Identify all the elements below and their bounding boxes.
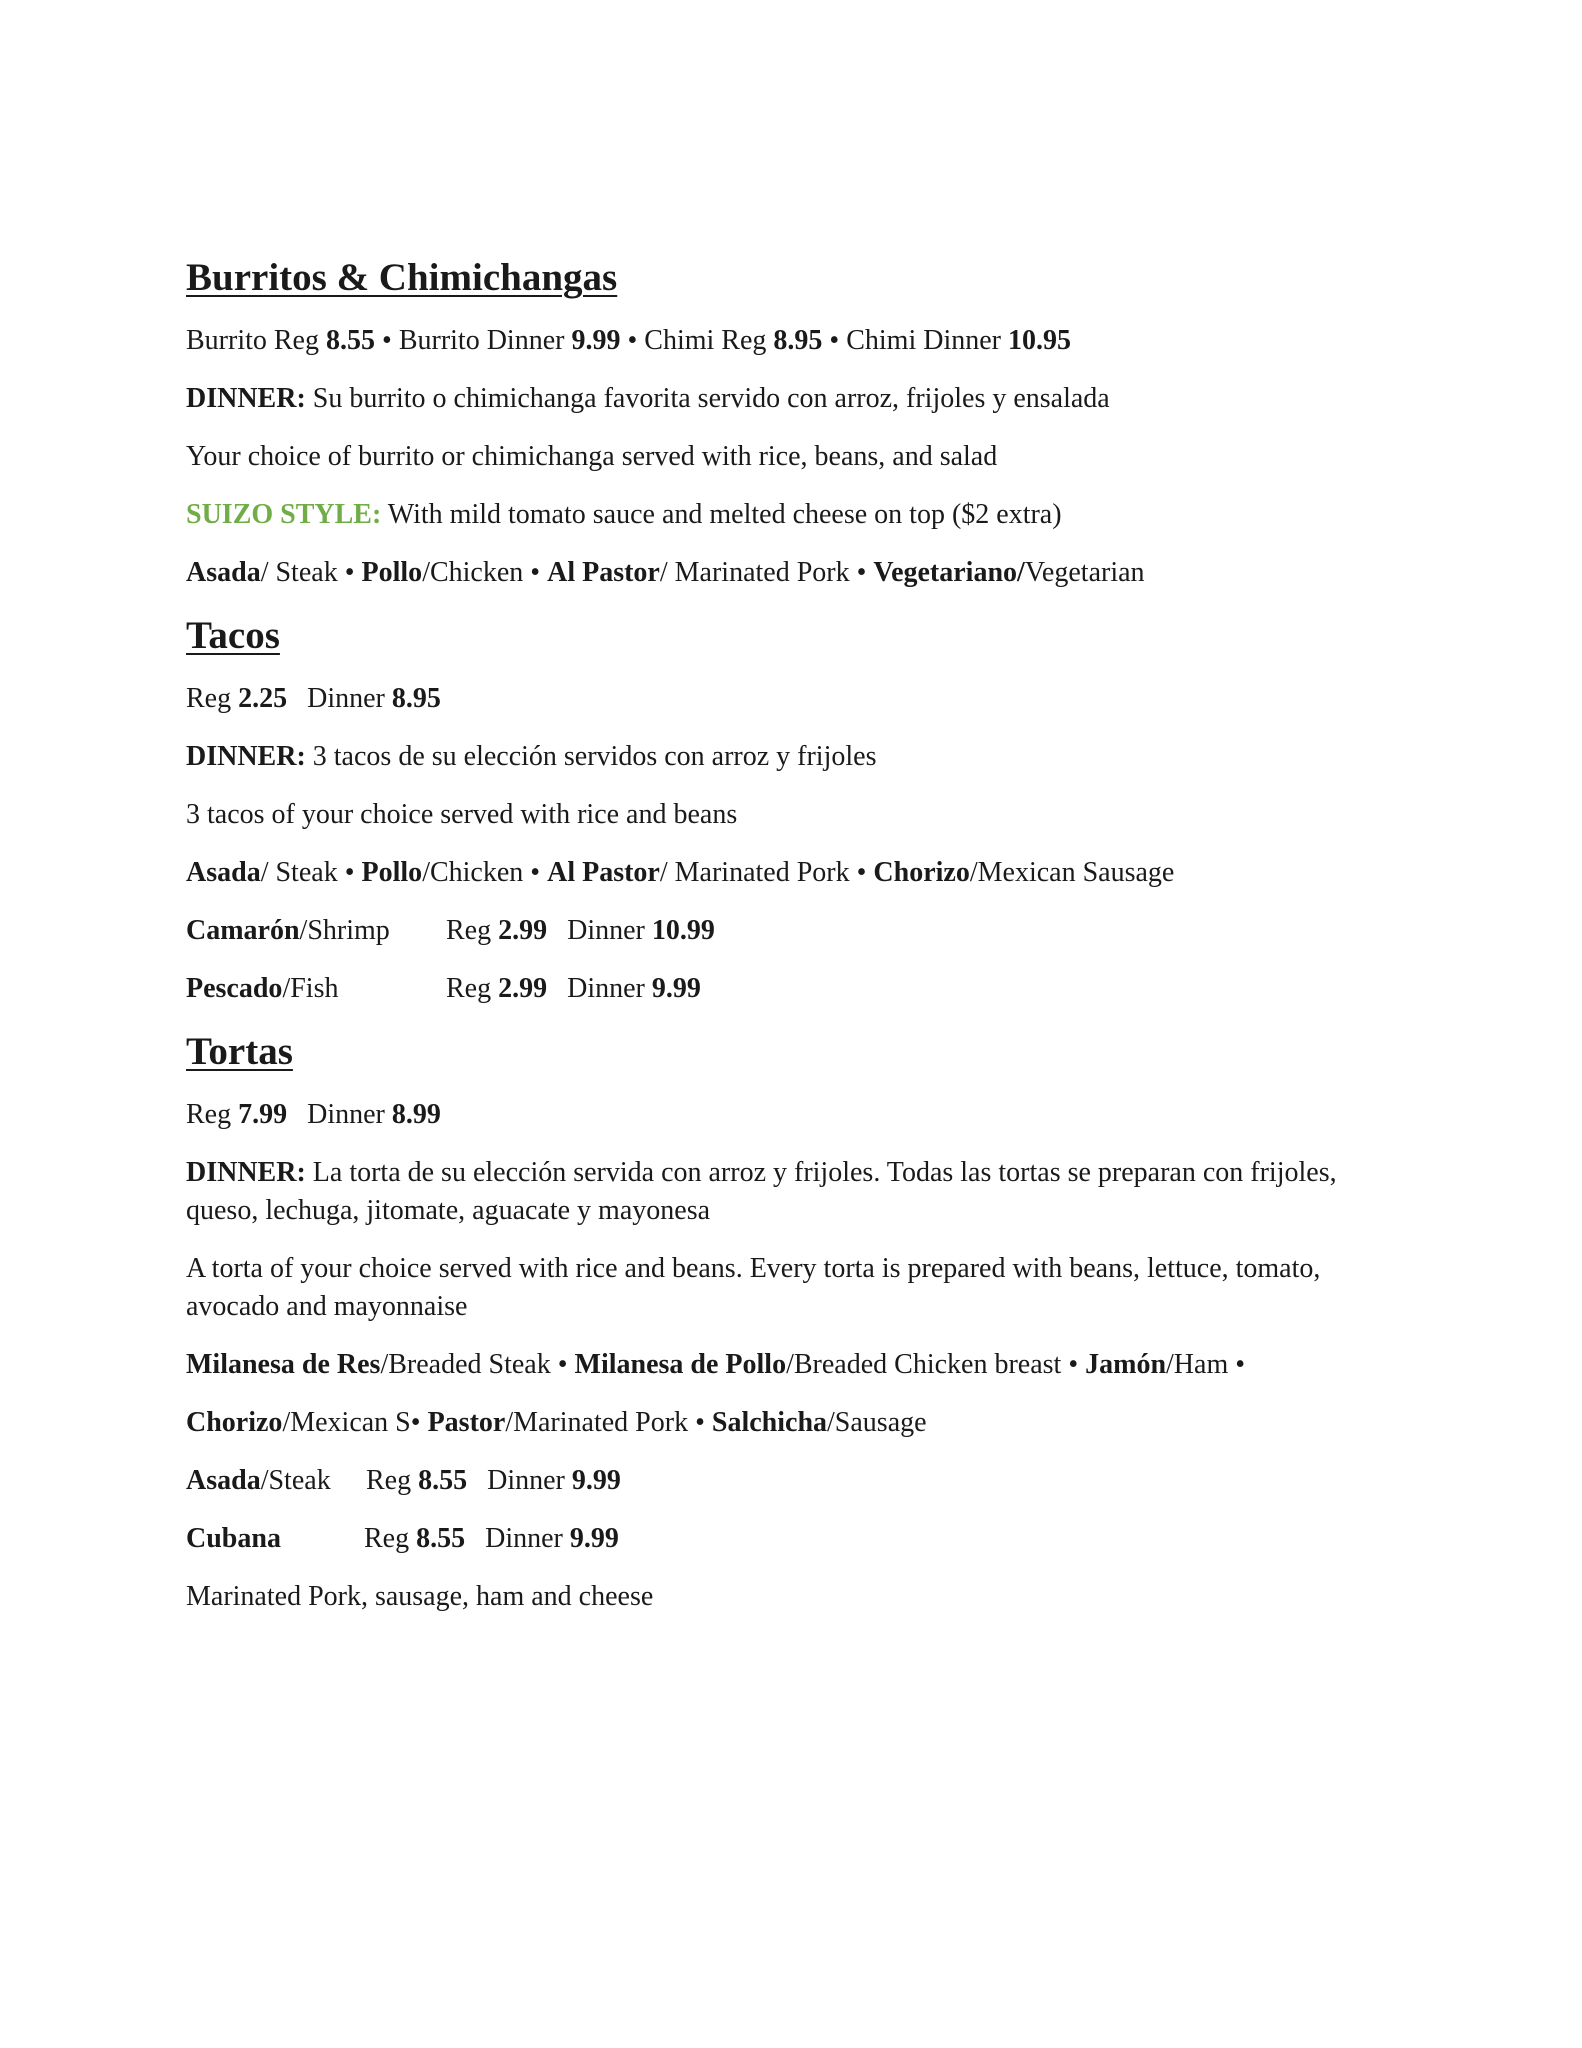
price: 8.99 <box>391 1099 441 1130</box>
burrito-dinner-es <box>186 380 1386 418</box>
filling-name: Chorizo <box>873 857 970 888</box>
taco-fillings: Asada/ Steak • Pollo/Chicken • Al Pastor/ Marinated Pork • Chorizo/Mexican Sausage <box>186 857 1175 888</box>
label: Dinner <box>485 1523 563 1554</box>
filling-name: Vegetariano/ <box>873 557 1025 588</box>
filling-en: / Marinated Pork <box>659 557 850 588</box>
torta-dinner-es <box>186 1154 1386 1230</box>
section-title-tortas: Tortas <box>186 1030 293 1073</box>
price: 2.25 <box>238 683 288 714</box>
label: Reg <box>446 973 492 1004</box>
taco-pescado <box>186 970 1386 1008</box>
item-name: Asada <box>186 1465 261 1496</box>
filling-name: Asada <box>186 557 261 588</box>
label: Chimi Dinner <box>846 325 1001 356</box>
label: Chimi Reg <box>644 325 767 356</box>
label: Reg <box>364 1523 410 1554</box>
suizo-style <box>186 496 1386 534</box>
burrito-prices: Burrito Reg 8.55 • Burrito Dinner 9.99 • Chimi Reg 8.95 • Chimi Dinner 10.95 <box>186 325 1071 356</box>
filling-en: /Ham • <box>1166 1349 1246 1380</box>
torta-cubana <box>186 1520 1386 1558</box>
filling-en: /Marinated Pork <box>505 1407 689 1438</box>
item-name: Cubana <box>186 1523 281 1554</box>
torta-fillings-2: Chorizo/Mexican S• Pastor/Marinated Pork • Salchicha/Sausage <box>186 1407 927 1438</box>
torta-asada <box>186 1462 1386 1500</box>
dinner-tag: DINNER: <box>186 1157 306 1188</box>
price: 9.99 <box>651 973 701 1004</box>
filling-name: Pollo <box>361 557 423 588</box>
label: Reg <box>366 1465 412 1496</box>
torta-prices <box>186 1096 1386 1134</box>
price: 10.95 <box>1007 325 1071 356</box>
description: La torta de su elección servida con arroz y frijoles. Todas las tortas se preparan con frijoles, queso, lechuga, jitomate, aguacate y mayonesa <box>186 1157 1337 1226</box>
filling-en: / Steak <box>260 557 338 588</box>
price: 8.95 <box>773 325 823 356</box>
filling-en: /Sausage <box>827 1407 927 1438</box>
description: Su burrito o chimichanga favorita servido con arroz, frijoles y ensalada <box>312 383 1110 414</box>
price: 2.99 <box>498 973 548 1004</box>
label: Dinner <box>487 1465 565 1496</box>
filling-name: Milanesa de Pollo <box>574 1349 787 1380</box>
price: 2.99 <box>498 915 548 946</box>
torta-fillings-1: Milanesa de Res/Breaded Steak • Milanesa de Pollo/Breaded Chicken breast • Jamón/Ham • <box>186 1349 1246 1380</box>
filling-name: Al Pastor <box>547 557 660 588</box>
filling-en: / Marinated Pork <box>659 857 850 888</box>
filling-name: Asada <box>186 857 261 888</box>
price: 8.55 <box>416 1523 466 1554</box>
price: 8.95 <box>391 683 441 714</box>
label: Dinner <box>307 1099 385 1130</box>
suizo-label: SUIZO STYLE: <box>186 499 382 530</box>
price: 10.99 <box>651 915 715 946</box>
item-name: Camarón <box>186 915 300 946</box>
taco-camaron <box>186 912 1386 950</box>
description: 3 tacos de su elección servidos con arroz y frijoles <box>312 741 877 772</box>
item-name-en: /Shrimp <box>299 915 390 946</box>
filling-name: Chorizo <box>186 1407 283 1438</box>
filling-en: Vegetarian <box>1024 557 1145 588</box>
price: 9.99 <box>569 1523 619 1554</box>
filling-name: Salchicha <box>711 1407 828 1438</box>
taco-dinner-es <box>186 738 1386 776</box>
torta-cubana-desc: Marinated Pork, sausage, ham and cheese <box>186 1581 654 1612</box>
label: Burrito Dinner <box>398 325 565 356</box>
label: Dinner <box>307 683 385 714</box>
filling-en: /Breaded Chicken breast <box>786 1349 1062 1380</box>
filling-en: /Mexican Sausage <box>969 857 1175 888</box>
label: Dinner <box>567 973 645 1004</box>
filling-en: /Mexican S• <box>282 1407 421 1438</box>
price: 9.99 <box>571 1465 621 1496</box>
filling-en: / Steak <box>260 857 338 888</box>
price: 8.55 <box>326 325 375 356</box>
item-name-en: /Fish <box>282 973 339 1004</box>
label: Dinner <box>567 915 645 946</box>
filling-en: /Breaded Steak <box>380 1349 551 1380</box>
item-name-en: /Steak <box>260 1465 331 1496</box>
price: 7.99 <box>238 1099 288 1130</box>
filling-name: Al Pastor <box>547 857 660 888</box>
burrito-dinner-en: Your choice of burrito or chimichanga served with rice, beans, and salad <box>186 441 998 472</box>
filling-name: Pastor <box>427 1407 506 1438</box>
label: Reg <box>446 915 492 946</box>
price: 8.55 <box>418 1465 468 1496</box>
section-title-tacos: Tacos <box>186 614 280 657</box>
label: Reg <box>186 683 232 714</box>
filling-en: /Chicken <box>422 557 524 588</box>
taco-dinner-en: 3 tacos of your choice served with rice and beans <box>186 799 738 830</box>
torta-dinner-en: A torta of your choice served with rice and beans. Every torta is prepared with beans, lettuce, tomato, avocado and mayonnaise <box>186 1253 1321 1322</box>
section-title-burritos: Burritos & Chimichangas <box>186 256 618 299</box>
filling-en: /Chicken <box>422 857 524 888</box>
item-name: Pescado <box>186 973 283 1004</box>
dinner-tag: DINNER: <box>186 383 306 414</box>
filling-name: Jamón <box>1085 1349 1167 1380</box>
menu-content <box>186 252 1386 1636</box>
label: Reg <box>186 1099 232 1130</box>
suizo-text: With mild tomato sauce and melted cheese on top ($2 extra) <box>387 499 1062 530</box>
filling-name: Milanesa de Res <box>186 1349 381 1380</box>
dinner-tag: DINNER: <box>186 741 306 772</box>
burrito-fillings: Asada/ Steak • Pollo/Chicken • Al Pastor/ Marinated Pork • Vegetariano/Vegetarian <box>186 557 1145 588</box>
label: Burrito Reg <box>186 325 319 356</box>
taco-prices <box>186 680 1386 718</box>
filling-name: Pollo <box>361 857 423 888</box>
price: 9.99 <box>571 325 621 356</box>
